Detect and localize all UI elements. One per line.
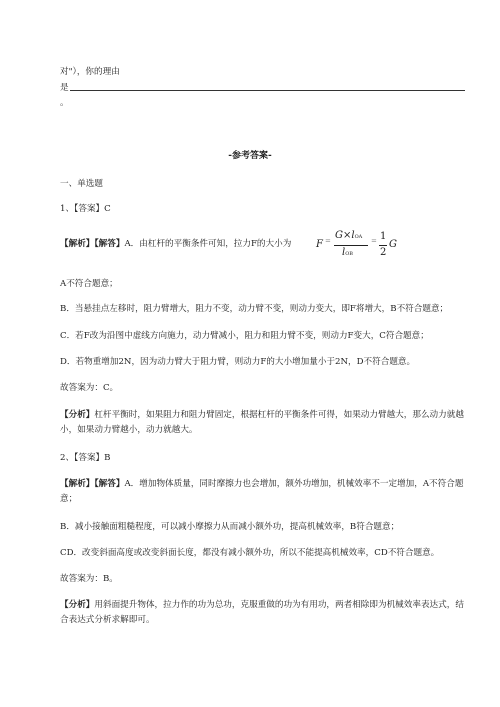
fenxi-text: 杠杆平衡时，如果阻力和阻力臂固定，根据杠杆的平衡条件可得，如果动力臂越大，那么动力就越小，如果动力臂越小，动力就越大。: [60, 410, 464, 435]
section-title: 一、单选题: [60, 179, 103, 189]
period-mark: 。: [60, 98, 69, 108]
q1-fenxi: [60, 408, 465, 438]
q1-conclusion: 故答案为：C。: [60, 383, 119, 393]
formula-numerator: G×lOA: [335, 230, 363, 241]
q1-analysis: [60, 238, 291, 250]
q1-option-d: D．若物重增加2N，因为动力臂大于阻力臂，则动力F的大小增加量小于2N，D不符合题意。: [60, 357, 416, 367]
q1-option-a-note: A不符合题意；: [60, 279, 118, 289]
fenxi-label: 【分析】: [60, 600, 95, 610]
answer-blank-line: [70, 90, 465, 91]
q2-analysis: [60, 477, 465, 507]
answer-prompt: 是: [60, 83, 69, 93]
analysis-label: 【解析】【解答】: [60, 479, 125, 489]
force-formula: F = G×lOA lOB = 1 2 G: [316, 230, 397, 258]
analysis-text: A．增加物体质量，同时摩擦力也会增加，额外功增加，机械效率不一定增加，A不符合题意；: [60, 479, 464, 504]
q1-option-b: B．当悬挂点左移时，阻力臂增大，阻力不变，动力臂不变，则动力变大，即F将增大，B不符合题意；: [60, 304, 449, 314]
fenxi-label: 【分析】: [60, 410, 95, 420]
continued-text: 对"），你的理由: [60, 67, 120, 77]
q1-option-c: C．若F改为沿图中虚线方向施力，动力臂减小，阻力和阻力臂不变，则动力F变大，C符合题意；: [60, 331, 429, 341]
formula-denominator: lOB: [342, 247, 353, 258]
fenxi-text: 用斜面提升物体，拉力作的功为总功，克服重做的功为有用功，两者相除即为机械效率表达式，结合表达式分析求解即可。: [60, 600, 464, 625]
q2-answer: 2、【答案】B: [60, 453, 111, 463]
q2-option-cd: CD．改变斜面高度或改变斜面长度，都没有减小额外功，所以不能提高机械效率，CD不符合题意。: [60, 548, 440, 558]
analysis-label: 【解析】【解答】: [60, 239, 125, 249]
q2-option-b: B．减小接触面粗糙程度，可以减小摩擦力从而减小额外功，提高机械效率，B符合题意；: [60, 522, 400, 532]
q1-answer: 1、【答案】C: [60, 204, 111, 214]
analysis-text: A．由杠杆的平衡条件可知，拉力F的大小为: [124, 239, 292, 249]
q2-fenxi: [60, 598, 465, 628]
q2-conclusion: 故答案为：B。: [60, 574, 118, 584]
reference-answer-heading: -参考答案-: [228, 151, 272, 161]
